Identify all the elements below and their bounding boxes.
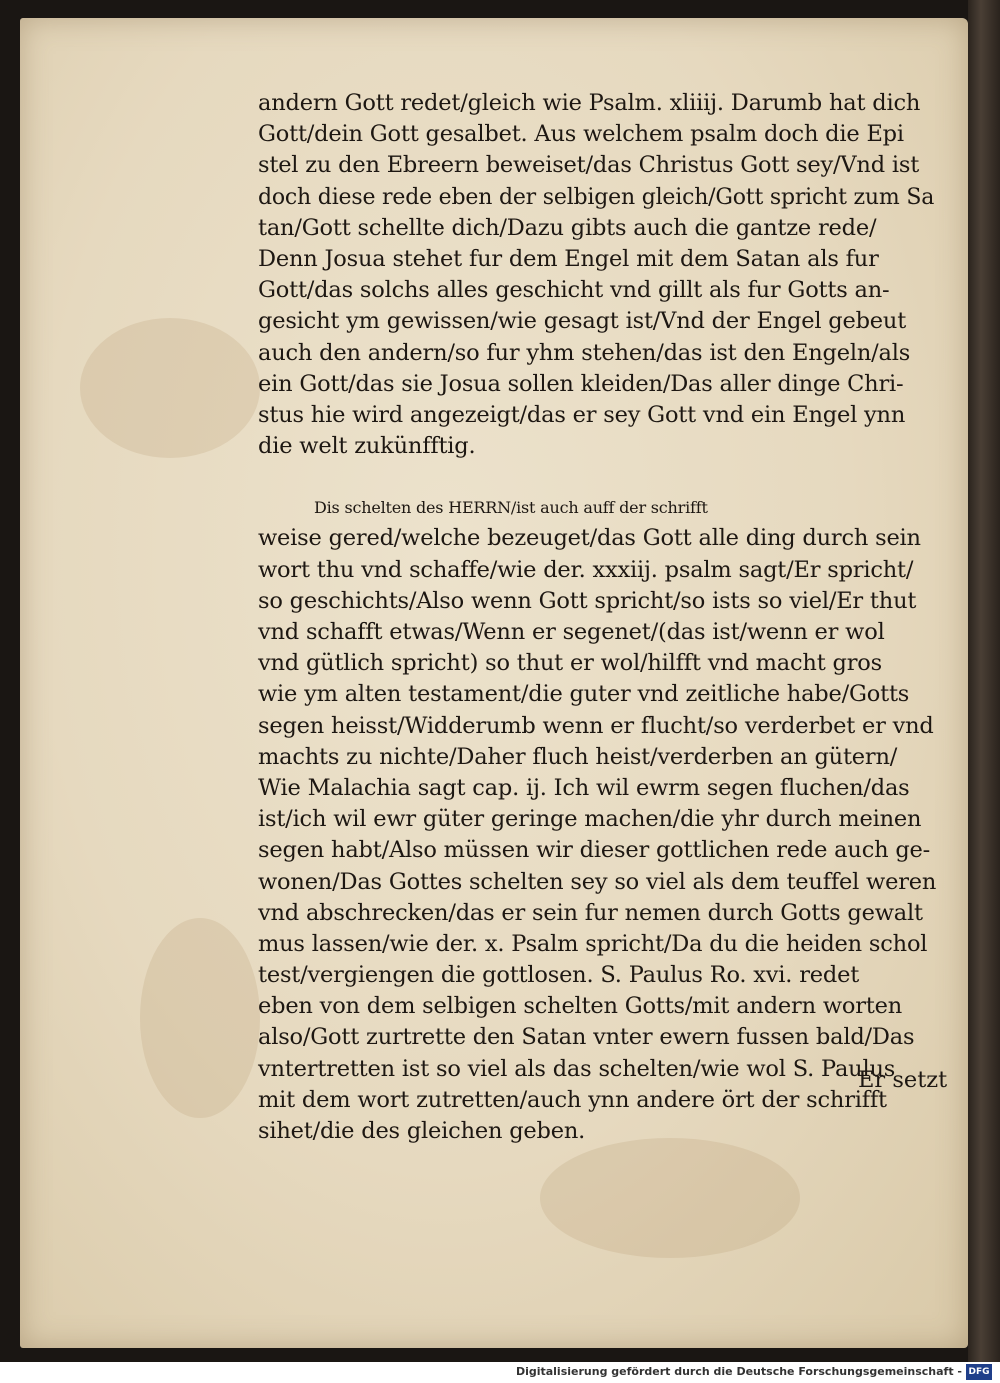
page-text: [258, 88, 938, 1147]
text-line: tan/Gott schellte dich/Dazu gibts auch die gantze rede/: [258, 214, 877, 241]
paper-stain: [80, 318, 260, 458]
text-line: vnd gütlich spricht) so thut er wol/hilfft vnd macht gros: [258, 650, 882, 677]
text-line: stus hie wird angezeigt/das er sey Gott vnd ein Engel ynn: [258, 401, 906, 428]
text-line: segen heisst/Widderumb wenn er flucht/so verderbet er vnd: [258, 712, 934, 739]
text-line: Gott/das solchs alles geschicht vnd gillt als fur Gotts an-: [258, 277, 890, 304]
text-line: weise gered/welche bezeuget/das Gott alle ding durch sein: [258, 525, 921, 552]
catchword: Er setzt: [858, 1067, 948, 1093]
paragraph-1: [258, 88, 938, 462]
text-line: doch diese rede eben der selbigen gleich/Gott spricht zum Sa: [258, 184, 935, 210]
text-line: also/Gott zurtrette den Satan vnter ewern fussen bald/Das: [258, 1024, 915, 1051]
text-line: sihet/die des gleichen geben.: [258, 1118, 586, 1144]
text-line: vnd abschrecken/das er sein fur nemen durch Gotts gewalt: [258, 899, 923, 926]
text-line: stel zu den Ebreern beweiset/das Christus Gott sey/Vnd ist: [258, 152, 920, 179]
dfg-logo-icon: DFG: [966, 1364, 992, 1380]
text-line: andern Gott redet/gleich wie Psalm. xliiij. Darumb hat dich: [258, 90, 921, 116]
text-line: gesicht ym gewissen/wie gesagt ist/Vnd der Engel gebeut: [258, 308, 907, 335]
text-line: mus lassen/wie der. x. Psalm spricht/Da du die heiden schol: [258, 930, 928, 957]
text-line: Gott/dein Gott gesalbet. Aus welchem psalm doch die Epi: [258, 121, 904, 148]
text-line: die welt zukünfftig.: [258, 433, 476, 460]
text-line: mit dem wort zutretten/auch ynn andere ört der schrifft: [258, 1086, 887, 1113]
text-line: vnd schafft etwas/Wenn er segenet/(das ist/wenn er wol: [258, 619, 885, 645]
text-line: Denn Josua stehet fur dem Engel mit dem Satan als fur: [258, 245, 879, 272]
text-line: auch den andern/so fur yhm stehen/das ist den Engeln/als: [258, 339, 911, 366]
paragraph-2: [258, 492, 938, 1147]
text-line: eben von dem selbigen schelten Gotts/mit andern worten: [258, 993, 903, 1020]
text-line: Dis schelten des HERRN/ist auch auff der schrifft: [314, 498, 708, 518]
text-line: Wie Malachia sagt cap. ij. Ich wil ewrm segen fluchen/das: [258, 774, 910, 801]
text-line: wonen/Das Gottes schelten sey so viel als dem teuffel weren: [258, 868, 937, 895]
text-line: wort thu vnd schaffe/wie der. xxxiij. psalm sagt/Er spricht/: [258, 556, 914, 583]
funding-credit: Digitalisierung gefördert durch die Deutsche Forschungsgemeinschaft -: [515, 1365, 962, 1378]
text-line: ein Gott/das sie Josua sollen kleiden/Das aller dinge Chri-: [258, 370, 904, 397]
text-line: so geschichts/Also wenn Gott spricht/so ists so viel/Er thut: [258, 587, 917, 614]
paper-stain: [540, 1138, 800, 1258]
footer-bar: [0, 1362, 1000, 1383]
text-line: wie ym alten testament/die guter vnd zeitliche habe/Gotts: [258, 681, 910, 708]
text-line: segen habt/Also müssen wir dieser gottlichen rede auch ge-: [258, 837, 931, 864]
text-line: test/vergiengen die gottlosen. S. Paulus Ro. xvi. redet: [258, 962, 860, 989]
book-gutter: [968, 0, 1000, 1362]
text-line: machts zu nichte/Daher fluch heist/verderben an gütern/: [258, 743, 898, 770]
text-line: vntertretten ist so viel als das schelten/wie wol S. Paulus: [258, 1055, 896, 1082]
text-line: ist/ich wil ewr güter geringe machen/die yhr durch meinen: [258, 806, 922, 833]
paper-stain: [140, 918, 260, 1118]
